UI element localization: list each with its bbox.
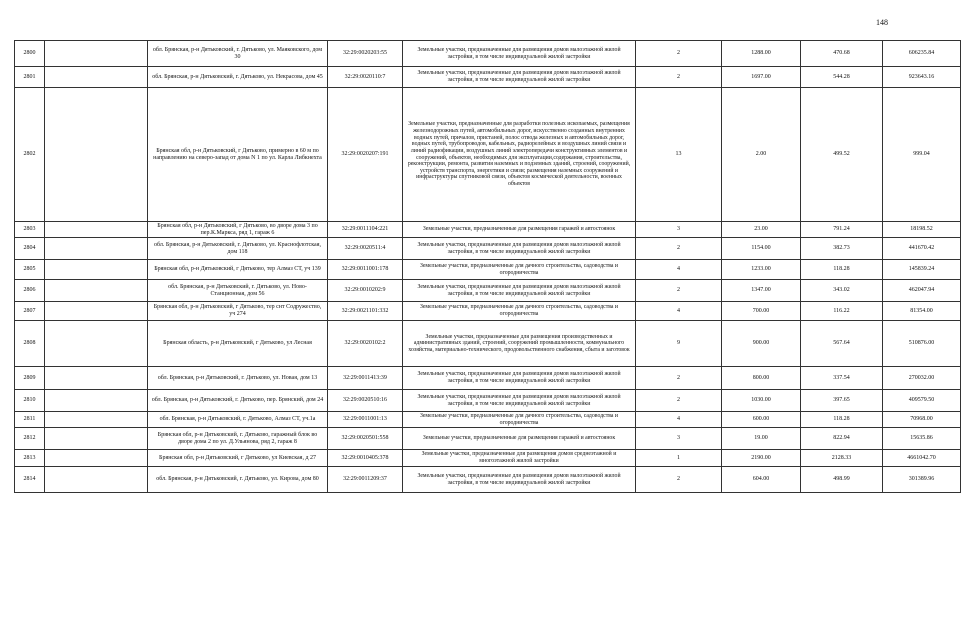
group-cell: 2 xyxy=(636,67,722,88)
unit-value-cell: 822.94 xyxy=(801,428,883,450)
cadastral-number-cell: 32:29:0021101:332 xyxy=(328,302,403,321)
address-cell: обл. Брянская, р-н Дятьковский, г. Дятьково, ул. Новая, дом 13 xyxy=(148,367,328,390)
cadastral-number-cell: 32:29:0020501:558 xyxy=(328,428,403,450)
cadastral-value-cell: 18198.52 xyxy=(883,222,961,238)
empty-cell xyxy=(45,88,148,222)
address-cell: обл. Брянская, р-н Дятьковский, г. Дятьково, ул. Маяковского, дом 30 xyxy=(148,41,328,67)
empty-cell xyxy=(45,321,148,367)
row-number-cell: 2813 xyxy=(15,450,45,467)
group-cell: 3 xyxy=(636,222,722,238)
empty-cell xyxy=(45,450,148,467)
group-cell: 1 xyxy=(636,450,722,467)
area-cell: 1697.00 xyxy=(722,67,801,88)
address-cell: Брянская область, р-н Дятьковский, г Дятьково, ул Лесная xyxy=(148,321,328,367)
row-number-cell: 2810 xyxy=(15,390,45,412)
cadastral-number-cell: 32:29:0010405:378 xyxy=(328,450,403,467)
table-row xyxy=(15,390,961,412)
table-row xyxy=(15,412,961,428)
cadastral-number-cell: 32:29:0020510:16 xyxy=(328,390,403,412)
cadastral-number-cell: 32:29:0011001:178 xyxy=(328,260,403,280)
group-cell: 2 xyxy=(636,41,722,67)
address-cell: Брянская обл, р-н Дятьковский, г Дятьково, тер Алмаз СТ, уч 139 xyxy=(148,260,328,280)
table-row xyxy=(15,321,961,367)
row-number-cell: 2807 xyxy=(15,302,45,321)
group-cell: 4 xyxy=(636,302,722,321)
unit-value-cell: 567.64 xyxy=(801,321,883,367)
cadastral-number-cell: 32:29:0020110:7 xyxy=(328,67,403,88)
table-row xyxy=(15,467,961,493)
land-use-cell: Земельные участки, предназначенные для размещения производственных и административных зданий, строений, сооружений промышленности, коммунального хозяйства, материально-технического, продовольственного снабжения, сбыта и заготовок xyxy=(403,321,636,367)
group-cell: 2 xyxy=(636,367,722,390)
address-cell: обл. Брянская, р-н Дятьковский, г. Дятьково, ул. Ново-Станционная, дом 56 xyxy=(148,280,328,302)
land-use-cell: Земельные участки, предназначенные для размещения домов малоэтажной жилой застройки, в том числе индивидуальной жилой застройки xyxy=(403,67,636,88)
row-number-cell: 2809 xyxy=(15,367,45,390)
empty-cell xyxy=(45,428,148,450)
land-use-cell: Земельные участки, предназначенные для размещения домов малоэтажной жилой застройки, в том числе индивидуальной жилой застройки xyxy=(403,390,636,412)
cadastral-value-cell: 145839.24 xyxy=(883,260,961,280)
row-number-cell: 2806 xyxy=(15,280,45,302)
table-row xyxy=(15,41,961,67)
area-cell: 23.00 xyxy=(722,222,801,238)
area-cell: 19.00 xyxy=(722,428,801,450)
unit-value-cell: 2128.33 xyxy=(801,450,883,467)
group-cell: 2 xyxy=(636,238,722,260)
unit-value-cell: 337.54 xyxy=(801,367,883,390)
cadastral-value-cell: 999.04 xyxy=(883,88,961,222)
unit-value-cell: 499.52 xyxy=(801,88,883,222)
table-row xyxy=(15,280,961,302)
address-cell: обл. Брянская, р-н Дятьковский, г. Дятьково, пер. Брянский, дом 24 xyxy=(148,390,328,412)
group-cell: 4 xyxy=(636,412,722,428)
address-cell: Брянская обл, р-н Дятьковский, г. Дятьково, гаражный блок во дворе дома 2 по ул. Д.Ульянова, ряд 2, гараж 8 xyxy=(148,428,328,450)
empty-cell xyxy=(45,280,148,302)
unit-value-cell: 343.02 xyxy=(801,280,883,302)
address-cell: Брянская обл, р-н Дятьковский, г Дятьково, ул Киевская, д 27 xyxy=(148,450,328,467)
cadastral-number-cell: 32:29:0011001:13 xyxy=(328,412,403,428)
table-row xyxy=(15,238,961,260)
area-cell: 1030.00 xyxy=(722,390,801,412)
address-cell: обл. Брянская, р-н Дятьковский, г. Дятьково, ул. Краснофлотская, дом 118 xyxy=(148,238,328,260)
cadastral-value-cell: 441670.42 xyxy=(883,238,961,260)
land-use-cell: Земельные участки, предназначенные для размещения гаражей и автостоянок xyxy=(403,222,636,238)
land-use-cell: Земельные участки, предназначенные для размещения гаражей и автостоянок xyxy=(403,428,636,450)
unit-value-cell: 498.99 xyxy=(801,467,883,493)
row-number-cell: 2805 xyxy=(15,260,45,280)
land-use-cell: Земельные участки, предназначенные для размещения домов малоэтажной жилой застройки, в том числе индивидуальной жилой застройки xyxy=(403,238,636,260)
address-cell: Брянская обл, р-н Дятьковский, г Дятьково, примерно в 60 м по направлению на северо-запад от дома N 1 по ул. Карла Либкнехта xyxy=(148,88,328,222)
cadastral-value-cell: 70968.00 xyxy=(883,412,961,428)
land-use-cell: Земельные участки, предназначенные для разработки полезных ископаемых, размещения железнодорожных путей, автомобильных дорог, искусственно созданных внутренних водных путей, причалов, пристаней, полос отвода железных и автомобильных дорог, водных путей, трубопроводов, кабельных, радиорелейных и воздушных линий связи и линий радиофикации, воздушных линий электропередачи конструктивных элементов и сооружений, объектов, необходимых для эксплуатации,содержания, строительства, реконструкции, ремонта, развития наземных и подземных зданий, строений, сооружений, устройств транспорта, энергетики и связи; размещения наземных сооружений и инфраструктуры спутниковой связи, объектов космической деятельности, военных объектов xyxy=(403,88,636,222)
address-cell: обл. Брянская, р-н Дятьковский, г. Дятьково, ул. Кирова, дом 80 xyxy=(148,467,328,493)
group-cell: 4 xyxy=(636,260,722,280)
land-use-cell: Земельные участки, предназначенные для размещения домов малоэтажной жилой застройки, в том числе индивидуальной жилой застройки xyxy=(403,367,636,390)
empty-cell xyxy=(45,390,148,412)
area-cell: 1347.00 xyxy=(722,280,801,302)
row-number-cell: 2804 xyxy=(15,238,45,260)
address-cell: Брянская обл, р-н Дятьковский, г Дятьково, тер снт Содружество, уч 274 xyxy=(148,302,328,321)
empty-cell xyxy=(45,412,148,428)
area-cell: 1154.00 xyxy=(722,238,801,260)
cadastral-number-cell: 32:29:0011104:221 xyxy=(328,222,403,238)
empty-cell xyxy=(45,260,148,280)
cadastral-number-cell: 32:29:0020511:4 xyxy=(328,238,403,260)
area-cell: 2190.00 xyxy=(722,450,801,467)
table-row xyxy=(15,222,961,238)
area-cell: 800.00 xyxy=(722,367,801,390)
cadastral-number-cell: 32:29:0011209:37 xyxy=(328,467,403,493)
cadastral-value-cell: 510876.00 xyxy=(883,321,961,367)
empty-cell xyxy=(45,67,148,88)
cadastral-value-cell: 409579.50 xyxy=(883,390,961,412)
group-cell: 13 xyxy=(636,88,722,222)
page-number: 148 xyxy=(876,18,888,27)
cadastral-number-cell: 32:29:0010202:9 xyxy=(328,280,403,302)
unit-value-cell: 382.73 xyxy=(801,238,883,260)
unit-value-cell: 118.28 xyxy=(801,412,883,428)
row-number-cell: 2811 xyxy=(15,412,45,428)
unit-value-cell: 470.68 xyxy=(801,41,883,67)
area-cell: 700.00 xyxy=(722,302,801,321)
empty-cell xyxy=(45,238,148,260)
row-number-cell: 2803 xyxy=(15,222,45,238)
land-use-cell: Земельные участки, предназначенные для дачного строительства, садоводства и огородничества xyxy=(403,302,636,321)
cadastral-value-cell: 81354.00 xyxy=(883,302,961,321)
land-use-cell: Земельные участки, предназначенные для дачного строительства, садоводства и огородничества xyxy=(403,260,636,280)
unit-value-cell: 118.28 xyxy=(801,260,883,280)
area-cell: 604.00 xyxy=(722,467,801,493)
address-cell: обл. Брянская, р-н Дятьковский, г. Дятьково, ул. Некрасова, дом 45 xyxy=(148,67,328,88)
group-cell: 2 xyxy=(636,390,722,412)
area-cell: 1288.00 xyxy=(722,41,801,67)
cadastral-number-cell: 32:29:0020207:191 xyxy=(328,88,403,222)
cadastral-value-cell: 15635.86 xyxy=(883,428,961,450)
cadastral-number-cell: 32:29:0020102:2 xyxy=(328,321,403,367)
empty-cell xyxy=(45,302,148,321)
unit-value-cell: 116.22 xyxy=(801,302,883,321)
land-use-cell: Земельные участки, предназначенные для размещения домов малоэтажной жилой застройки, в том числе индивидуальной жилой застройки xyxy=(403,467,636,493)
table-row xyxy=(15,260,961,280)
land-use-cell: Земельные участки, предназначенные для размещения домов среднеэтажной и многоэтажной жилой застройки xyxy=(403,450,636,467)
cadastral-value-cell: 270032.00 xyxy=(883,367,961,390)
table-row xyxy=(15,67,961,88)
group-cell: 2 xyxy=(636,467,722,493)
table-row xyxy=(15,88,961,222)
cadastral-value-cell: 462047.94 xyxy=(883,280,961,302)
table-row xyxy=(15,367,961,390)
address-cell: Брянская обл, р-н Дятьковский, г Дятьково, во дворе дома 3 по пер.К.Маркса, ряд 1, гараж 6 xyxy=(148,222,328,238)
row-number-cell: 2808 xyxy=(15,321,45,367)
land-use-cell: Земельные участки, предназначенные для размещения домов малоэтажной жилой застройки, в том числе индивидуальной жилой застройки xyxy=(403,280,636,302)
group-cell: 2 xyxy=(636,280,722,302)
area-cell: 900.00 xyxy=(722,321,801,367)
empty-cell xyxy=(45,222,148,238)
group-cell: 3 xyxy=(636,428,722,450)
unit-value-cell: 544.28 xyxy=(801,67,883,88)
table-row xyxy=(15,428,961,450)
cadastral-value-cell: 301389.96 xyxy=(883,467,961,493)
unit-value-cell: 791.24 xyxy=(801,222,883,238)
row-number-cell: 2802 xyxy=(15,88,45,222)
unit-value-cell: 397.65 xyxy=(801,390,883,412)
table-row xyxy=(15,302,961,321)
row-number-cell: 2812 xyxy=(15,428,45,450)
area-cell: 2.00 xyxy=(722,88,801,222)
cadastral-number-cell: 32:29:0020203:55 xyxy=(328,41,403,67)
cadastral-number-cell: 32:29:0011413:39 xyxy=(328,367,403,390)
row-number-cell: 2801 xyxy=(15,67,45,88)
land-use-cell: Земельные участки, предназначенные для размещения домов малоэтажной жилой застройки, в том числе индивидуальной жилой застройки xyxy=(403,41,636,67)
row-number-cell: 2814 xyxy=(15,467,45,493)
cadastral-value-table xyxy=(14,40,961,493)
land-use-cell: Земельные участки, предназначенные для дачного строительства, садоводства и огородничества xyxy=(403,412,636,428)
empty-cell xyxy=(45,467,148,493)
area-cell: 1233.00 xyxy=(722,260,801,280)
empty-cell xyxy=(45,41,148,67)
row-number-cell: 2800 xyxy=(15,41,45,67)
cadastral-value-cell: 923643.16 xyxy=(883,67,961,88)
cadastral-value-cell: 4661042.70 xyxy=(883,450,961,467)
area-cell: 600.00 xyxy=(722,412,801,428)
address-cell: обл. Брянская, р-н Дятьковский, г. Дятьково, Алмаз СТ, уч.1а xyxy=(148,412,328,428)
cadastral-value-cell: 606235.84 xyxy=(883,41,961,67)
group-cell: 9 xyxy=(636,321,722,367)
empty-cell xyxy=(45,367,148,390)
table-row xyxy=(15,450,961,467)
